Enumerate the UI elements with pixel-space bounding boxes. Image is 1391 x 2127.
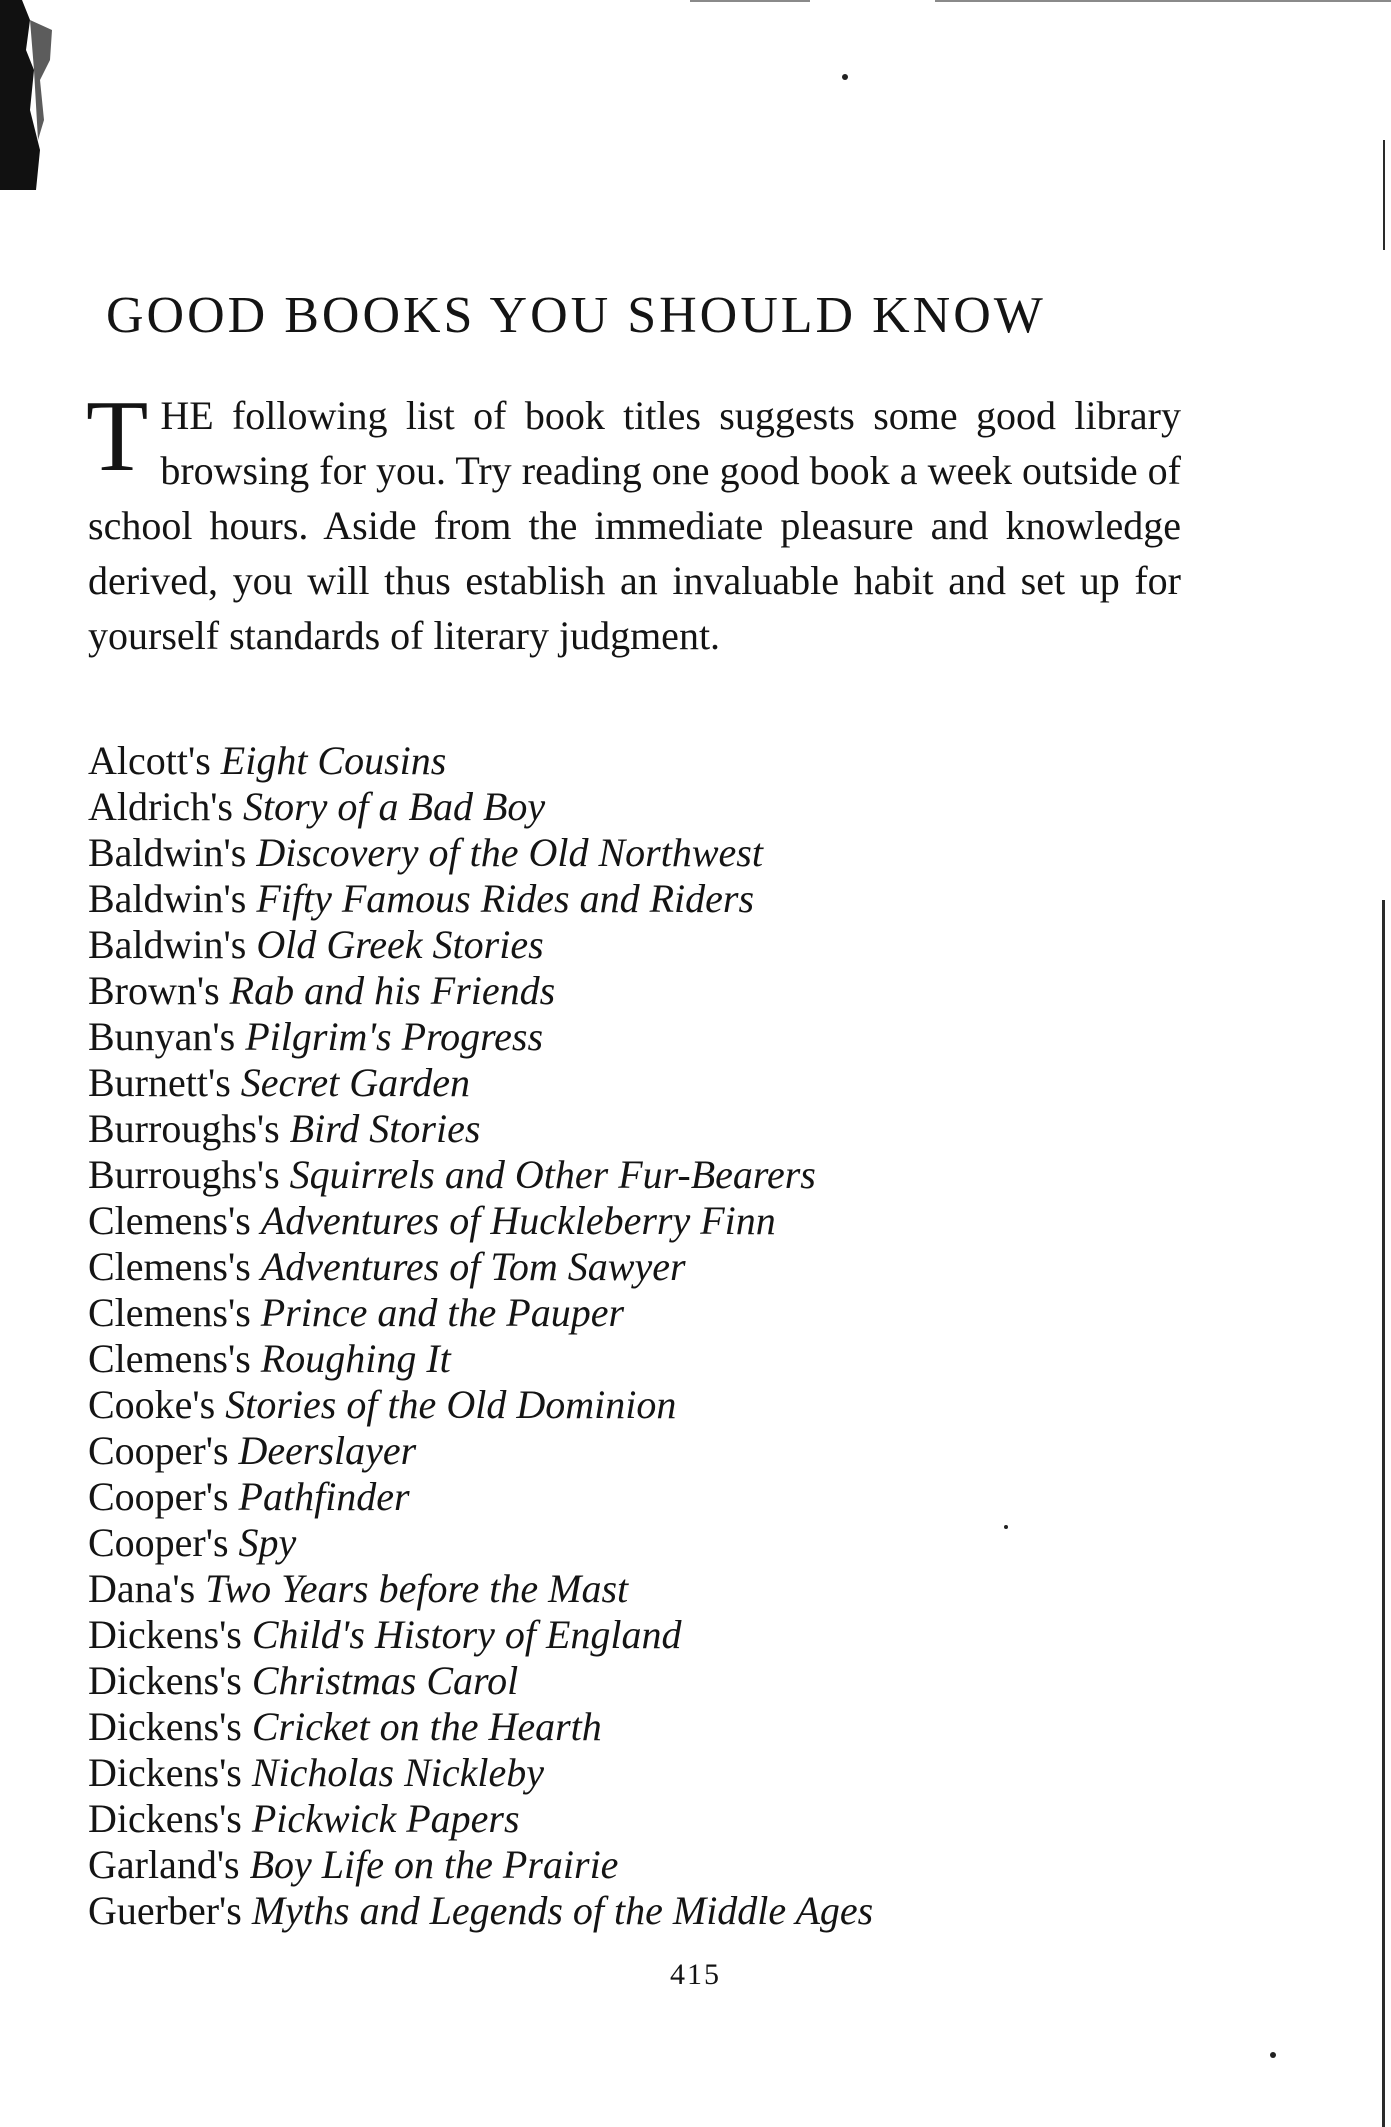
book-title: Pickwick Papers bbox=[251, 1796, 520, 1841]
book-title: Eight Cousins bbox=[220, 738, 447, 783]
book-author: Clemens's bbox=[88, 1198, 251, 1243]
book-list-item bbox=[88, 1704, 873, 1750]
book-title: Story of a Bad Boy bbox=[242, 784, 546, 829]
book-list-item bbox=[88, 1060, 873, 1106]
book-author: Bunyan's bbox=[88, 1014, 236, 1059]
scan-line-top bbox=[935, 0, 1391, 2]
book-list-item bbox=[88, 1290, 873, 1336]
book-title: Discovery of the Old Northwest bbox=[256, 830, 763, 875]
book-author: Burroughs's bbox=[88, 1106, 280, 1151]
book-author: Clemens's bbox=[88, 1290, 251, 1335]
book-author: Clemens's bbox=[88, 1336, 251, 1381]
scan-speck bbox=[1004, 1525, 1008, 1529]
scan-line-right bbox=[1383, 140, 1385, 250]
book-title: Adventures of Huckleberry Finn bbox=[260, 1198, 776, 1243]
book-title: Adventures of Tom Sawyer bbox=[260, 1244, 686, 1289]
book-author: Dickens's bbox=[88, 1658, 242, 1703]
book-list-item bbox=[88, 784, 873, 830]
book-title: Roughing It bbox=[260, 1336, 451, 1381]
book-author: Burnett's bbox=[88, 1060, 231, 1105]
book-title: Pilgrim's Progress bbox=[245, 1014, 544, 1059]
book-title: Squirrels and Other Fur-Bearers bbox=[289, 1152, 816, 1197]
book-author: Aldrich's bbox=[88, 784, 233, 829]
book-list-item bbox=[88, 1014, 873, 1060]
scan-line-right bbox=[1382, 900, 1385, 2127]
book-title: Stories of the Old Dominion bbox=[225, 1382, 677, 1427]
book-author: Garland's bbox=[88, 1842, 240, 1887]
book-title: Child's History of England bbox=[251, 1612, 682, 1657]
book-title: Two Years before the Mast bbox=[205, 1566, 629, 1611]
book-list-item bbox=[88, 1428, 873, 1474]
book-title: Old Greek Stories bbox=[256, 922, 544, 967]
book-list-item bbox=[88, 1842, 873, 1888]
book-title: Myths and Legends of the Middle Ages bbox=[251, 1888, 874, 1933]
book-list-item bbox=[88, 1244, 873, 1290]
book-title: Boy Life on the Prairie bbox=[249, 1842, 619, 1887]
book-title: Deerslayer bbox=[238, 1428, 417, 1473]
book-list bbox=[88, 738, 873, 1934]
book-list-item bbox=[88, 1796, 873, 1842]
book-title: Christmas Carol bbox=[251, 1658, 519, 1703]
book-list-item bbox=[88, 1888, 873, 1934]
book-list-item bbox=[88, 1382, 873, 1428]
book-author: Baldwin's bbox=[88, 830, 247, 875]
book-list-item bbox=[88, 1566, 873, 1612]
scan-edge-artifact bbox=[0, 0, 62, 190]
book-author: Guerber's bbox=[88, 1888, 242, 1933]
book-author: Dana's bbox=[88, 1566, 196, 1611]
book-author: Cooper's bbox=[88, 1520, 229, 1565]
book-list-item bbox=[88, 1106, 873, 1152]
page-title: GOOD BOOKS YOU SHOULD KNOW bbox=[106, 287, 1046, 344]
book-title: Spy bbox=[238, 1520, 297, 1565]
book-author: Baldwin's bbox=[88, 876, 247, 921]
book-list-item bbox=[88, 1658, 873, 1704]
book-author: Cooper's bbox=[88, 1428, 229, 1473]
book-list-item bbox=[88, 830, 873, 876]
book-list-item bbox=[88, 876, 873, 922]
book-list-item bbox=[88, 968, 873, 1014]
book-list-item bbox=[88, 1520, 873, 1566]
book-list-item bbox=[88, 1612, 873, 1658]
book-title: Pathfinder bbox=[238, 1474, 410, 1519]
book-author: Dickens's bbox=[88, 1612, 242, 1657]
book-list-item bbox=[88, 1198, 873, 1244]
book-author: Cooke's bbox=[88, 1382, 216, 1427]
book-author: Dickens's bbox=[88, 1796, 242, 1841]
book-title: Nicholas Nickleby bbox=[251, 1750, 545, 1795]
book-list-item bbox=[88, 738, 873, 784]
scan-speck bbox=[1270, 2052, 1276, 2058]
book-author: Cooper's bbox=[88, 1474, 229, 1519]
book-title: Rab and his Friends bbox=[229, 968, 556, 1013]
book-author: Dickens's bbox=[88, 1750, 242, 1795]
intro-text: HE following list of book titles suggests some good library browsing for you. Try reading one good book a week outside of school hours. Aside from the immediate pleasure and knowledge derived, you will thus establish an invaluable habit and set up for yourself standards of literary judgment. bbox=[88, 393, 1181, 658]
book-title: Cricket on the Hearth bbox=[251, 1704, 602, 1749]
intro-paragraph bbox=[86, 380, 1181, 663]
book-list-item bbox=[88, 922, 873, 968]
scan-line-top bbox=[690, 0, 810, 2]
book-author: Baldwin's bbox=[88, 922, 247, 967]
book-author: Dickens's bbox=[88, 1704, 242, 1749]
book-title: Fifty Famous Rides and Riders bbox=[256, 876, 755, 921]
book-list-item bbox=[88, 1750, 873, 1796]
book-list-item bbox=[88, 1336, 873, 1382]
book-title: Prince and the Pauper bbox=[260, 1290, 625, 1335]
drop-cap: T bbox=[86, 380, 149, 493]
book-title: Secret Garden bbox=[240, 1060, 470, 1105]
book-author: Brown's bbox=[88, 968, 220, 1013]
book-title: Bird Stories bbox=[289, 1106, 481, 1151]
book-author: Alcott's bbox=[88, 738, 211, 783]
page-number: 415 bbox=[670, 1958, 721, 1991]
book-author: Burroughs's bbox=[88, 1152, 280, 1197]
scan-speck bbox=[842, 74, 848, 80]
book-list-item bbox=[88, 1152, 873, 1198]
book-author: Clemens's bbox=[88, 1244, 251, 1289]
book-list-item bbox=[88, 1474, 873, 1520]
